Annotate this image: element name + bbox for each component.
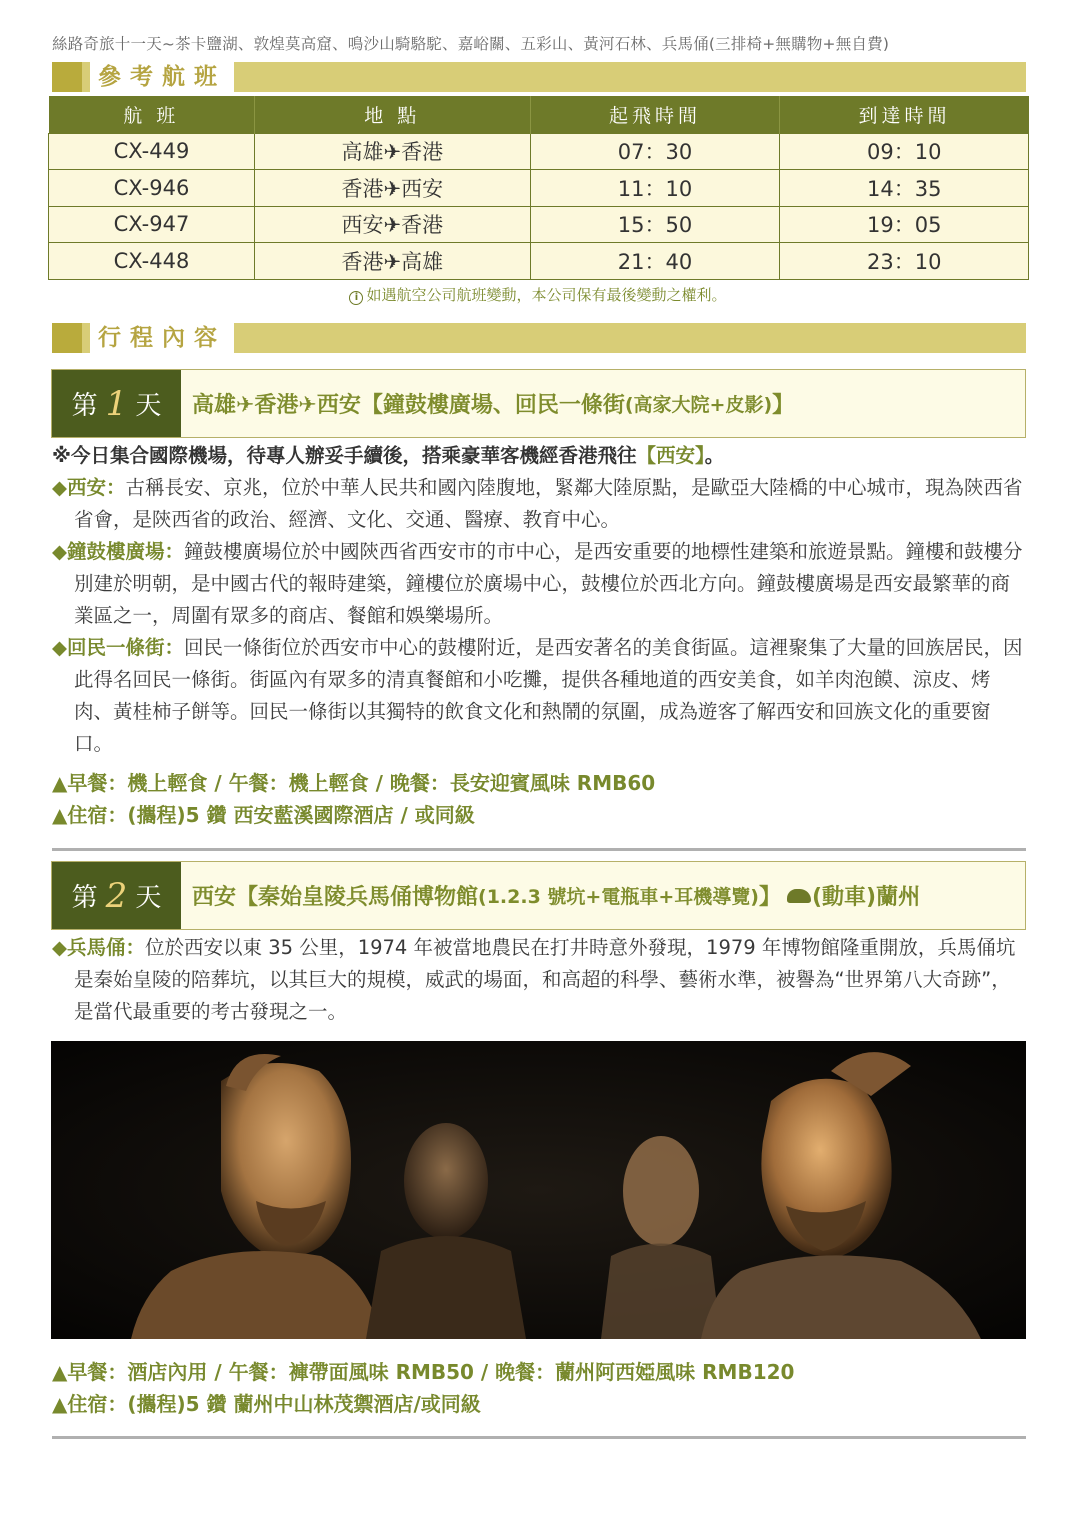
flights-section-header [52, 62, 1026, 92]
day1-title-main: 高雄✈香港✈西安【鐘鼓樓廣場、回民一條街 [192, 393, 625, 418]
flights-table [48, 96, 1029, 280]
day-suffix: 天 [135, 883, 162, 913]
intro-destination: 【西安】 [636, 444, 705, 467]
day1-body [52, 440, 1027, 760]
list-item [52, 932, 1027, 1028]
section-marker [52, 62, 82, 92]
day2-tag [52, 862, 181, 929]
terracotta-warriors-illustration [51, 1041, 1026, 1339]
day-prefix: 第 [71, 883, 98, 913]
flight-route: 香港✈西安 [254, 170, 530, 207]
section-marker [52, 323, 82, 353]
item-text: 回民一條街位於西安市中心的鼓樓附近，是西安著名的美食街區。這裡聚集了大量的回族居民，因此得名回民一條街。街區內有眾多的清真餐館和小吃攤，提供各種地道的西安美食，如羊肉泡饃、涼皮、烤肉、黃桂柿子餅等。回民一條街以其獨特的飲食文化和熱鬧的氛圍，成為遊客了解西安和回族文化的重要窗口。 [74, 636, 1023, 755]
table-header-row [49, 96, 1029, 133]
day2-title-end: 】 [758, 885, 781, 910]
day2-meals: ▲早餐：酒店內用 / 午餐：褲帶面風味 RMB50 / 晚餐：蘭州阿西婭風味 RMB120 [52, 1360, 795, 1384]
col-flight: 航 班 [49, 96, 255, 133]
day1-meals: ▲早餐：機上輕食 / 午餐：機上輕食 / 晚餐：長安迎賓風味 RMB60 [52, 771, 656, 795]
day2-header [51, 861, 1026, 930]
flights-section-label: 參考航班 [90, 62, 234, 92]
day2-title-transport: (動車)蘭州 [811, 885, 921, 910]
day1-tag [52, 370, 181, 437]
arrive-time: 23：10 [780, 243, 1029, 280]
day1-title-end: 】 [772, 393, 795, 418]
item-text: 古稱長安、京兆，位於中華人民共和國內陸腹地，緊鄰大陸原點，是歐亞大陸橋的中心城市，現為陝西省省會，是陝西省的政治、經濟、文化、交通、醫療、教育中心。 [74, 476, 1023, 531]
terracotta-warriors-photo [51, 1041, 1026, 1339]
day2-hotel: ▲住宿：(攜程)5 鑽 蘭州中山林茂禦酒店/或同級 [52, 1392, 481, 1416]
list-item [52, 536, 1027, 632]
flight-route: 高雄✈香港 [254, 133, 530, 170]
day-number: 2 [105, 875, 128, 916]
day-suffix: 天 [135, 391, 162, 421]
day2-title [192, 862, 920, 929]
day1-header [51, 369, 1026, 438]
list-item [52, 472, 1027, 536]
train-icon [787, 889, 811, 903]
depart-time: 07：30 [530, 133, 780, 170]
item-text: 鐘鼓樓廣場位於中國陝西省西安市的市中心，是西安重要的地標性建築和旅遊景點。鐘樓和鼓樓分別建於明朝，是中國古代的報時建築，鐘樓位於廣場中心，鼓樓位於西北方向。鐘鼓樓廣場是西安最繁華的商業區之一，周圍有眾多的商店、餐館和娛樂場所。 [74, 540, 1023, 627]
day-number: 1 [105, 383, 128, 424]
arrive-time: 14：35 [780, 170, 1029, 207]
flight-change-note [0, 284, 1076, 305]
flight-route: 香港✈高雄 [254, 243, 530, 280]
day-prefix: 第 [71, 391, 98, 421]
table-row [49, 133, 1029, 170]
item-label: ◆兵馬俑： [52, 936, 145, 959]
col-route: 地 點 [254, 96, 530, 133]
divider [52, 848, 1026, 851]
intro-text: ※今日集合國際機場，待專人辦妥手續後，搭乘豪華客機經香港飛往 [52, 444, 637, 467]
col-depart: 起飛時間 [530, 96, 780, 133]
table-row [49, 206, 1029, 243]
depart-time: 15：50 [530, 206, 780, 243]
item-label: ◆回民一條街： [52, 636, 184, 659]
note-text: 如遇航空公司航班變動，本公司保有最後變動之權利。 [366, 286, 727, 304]
item-text: 位於西安以東 35 公里，1974 年被當地農民在打井時意外發現，1979 年博物館隆重開放，兵馬俑坑是秦始皇陵的陪葬坑，以其巨大的規模，威武的場面，和高超的科學、藝術水準，被譽為“世界第八大奇跡”，是當代最重要的考古發現之一。 [74, 936, 1016, 1023]
flight-number: CX-946 [49, 170, 255, 207]
arrive-time: 19：05 [780, 206, 1029, 243]
flight-route: 西安✈香港 [254, 206, 530, 243]
info-icon: i [349, 291, 363, 305]
flight-number: CX-449 [49, 133, 255, 170]
list-item [52, 632, 1027, 760]
item-label: ◆鐘鼓樓廣場： [52, 540, 184, 563]
intro-end: 。 [704, 444, 725, 467]
day1-hotel: ▲住宿：(攜程)5 鑽 西安藍溪國際酒店 / 或同級 [52, 803, 475, 827]
table-row [49, 243, 1029, 280]
col-arrive: 到達時間 [780, 96, 1029, 133]
day1-title-extra: (高家大院+皮影) [624, 394, 773, 416]
day2-title-main: 西安【秦始皇陵兵馬俑博物館 [192, 885, 479, 910]
tour-title: 絲路奇旅十一天~茶卡鹽湖、敦煌莫高窟、鳴沙山騎駱駝、嘉峪關、五彩山、黃河石林、兵馬俑(三排椅+無購物+無自費) [52, 35, 890, 53]
arrive-time: 09：10 [780, 133, 1029, 170]
flight-number: CX-448 [49, 243, 255, 280]
flight-number: CX-947 [49, 206, 255, 243]
depart-time: 21：40 [530, 243, 780, 280]
divider [52, 1436, 1026, 1439]
day2-title-extra: (1.2.3 號坑+電瓶車+耳機導覽) [478, 886, 759, 908]
day2-body [52, 932, 1027, 1028]
table-row [49, 170, 1029, 207]
item-label: ◆西安： [52, 476, 126, 499]
day1-title [192, 370, 794, 437]
itinerary-section-header [52, 323, 1026, 353]
itinerary-section-label: 行程內容 [90, 323, 234, 353]
day1-intro [52, 440, 1027, 472]
depart-time: 11：10 [530, 170, 780, 207]
